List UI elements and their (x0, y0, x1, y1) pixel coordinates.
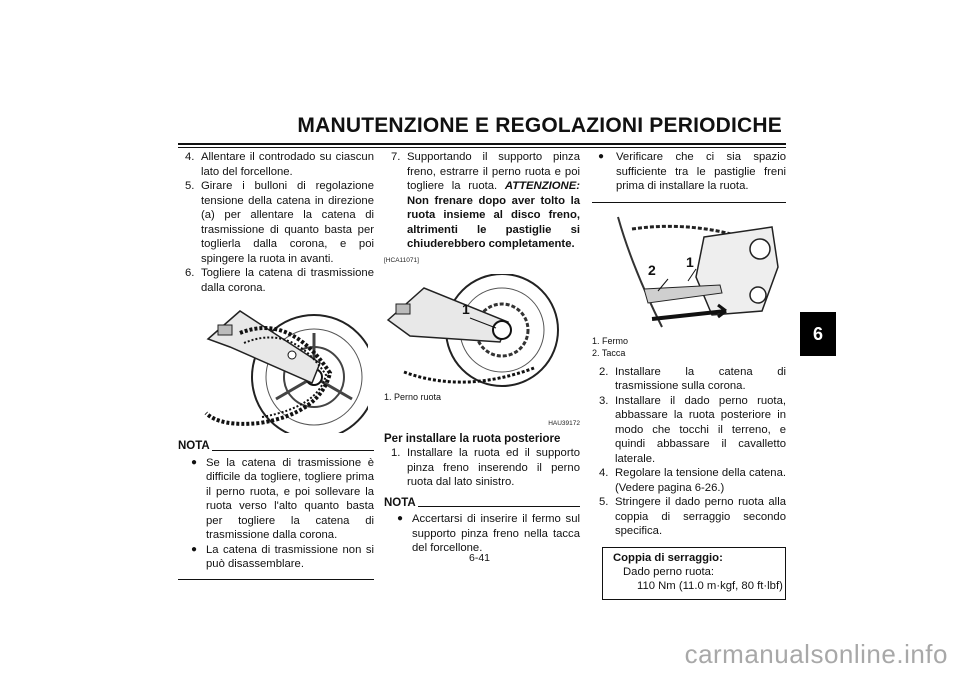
title-rule (178, 143, 786, 148)
install-step-5: 5. Stringere il dado perno ruota alla coppia di serraggio secondo specifica. (599, 496, 786, 537)
step-7: 7. Supportando il supporto pinza freno, estrarre il perno ruota e poi togliere la ruota. ATTENZIONE: Non frenare dopo aver tolto la ruota insieme al disco freno, altrimenti le pastiglie si chiuderebbero completamente. (391, 151, 580, 250)
nota-item: ● Se la catena di trasmissione è difficile da togliere, togliere prima il perno ruota, e poi sollevare la ruota verso l'alto quanto basta per togliere la catena di trasmissione dalla corona. (191, 456, 374, 541)
page-title: MANUTENZIONE E REGOLAZIONI PERIODICHE (297, 114, 782, 137)
nota-heading: NOTA (384, 496, 580, 511)
install-step-2: 2. Installare la catena di trasmissione sulla corona. (599, 365, 786, 392)
section-heading: Per installare la ruota posteriore (384, 432, 561, 445)
callout-number: 1 (686, 253, 694, 270)
install-step-3: 3. Installare il dado perno ruota, abbassare la ruota posteriore in modo che tocchi il terreno, e quindi abbassare il cavalletto laterale. (599, 394, 786, 465)
step-6: 6. Togliere la catena di trasmissione dalla corona. (185, 267, 374, 294)
bullet-end-rule (592, 202, 786, 203)
bullet-item: ● Verificare che ci sia spazio sufficiente tra le pastiglie freni prima di installare la ruota. (598, 151, 786, 192)
caution-code: [HCA11071] (384, 256, 419, 264)
watermark[interactable]: carmanualsonline.info (684, 639, 948, 669)
column-3 (592, 150, 786, 600)
caution-note: ATTENZIONE: Non frenare dopo aver tolto la ruota insieme al disco freno, altrimenti le pastiglie si chiuderebbero completamente. (407, 180, 580, 250)
install-steps (592, 365, 786, 539)
nota-item: ● Accertarsi di inserire il fermo sul supporto pinza freno nella tacca del forcellone. (397, 513, 580, 554)
figure-wheel-axle (384, 274, 580, 388)
figure-caliper-stop (592, 207, 786, 333)
caliper-stop-illustration (592, 207, 786, 333)
callout-number: 2 (648, 261, 656, 278)
column-2 (384, 150, 580, 556)
nota-heading: NOTA (178, 439, 374, 454)
step-5: 5. Girare i bulloni di regolazione tensione della catena in direzione (a) per allentare la catena di trasmissione di quanto basta per toglierla dalla corona, e poi spingere la ruota in avanti. (185, 180, 374, 265)
removal-steps (178, 150, 374, 295)
page-number: 6-41 (469, 552, 491, 564)
figure-chain-removal (200, 303, 368, 433)
section-code: HAU39172 (548, 420, 580, 427)
column-1 (178, 150, 374, 580)
callout-number: 1 (462, 301, 470, 317)
install-step-1: 1. Installare la ruota ed il supporto pinza freno inserendo il perno ruota dal lato sinistro. (391, 447, 580, 488)
figure-caption: 2. Tacca (592, 347, 626, 358)
figure-caption: 1. Fermo (592, 335, 629, 346)
chapter-tab[interactable]: 6 (800, 312, 836, 356)
nota-item: ● La catena di trasmissione non si può disassemblare. (191, 543, 374, 570)
torque-spec-box (602, 547, 786, 600)
torque-heading: Coppia di serraggio: (613, 551, 723, 564)
wheel-axle-illustration (384, 274, 580, 388)
torque-item: Dado perno ruota: (623, 565, 715, 578)
step-4: 4. Allentare il controdado su ciascun lato del forcellone. (185, 151, 374, 178)
figure-caption: 1. Perno ruota (384, 392, 442, 402)
chain-removal-illustration (200, 303, 368, 433)
install-step-4: 4. Regolare la tensione della catena. (Vedere pagina 6-26.) (599, 467, 786, 494)
nota-end-rule (178, 579, 374, 580)
torque-value: 110 Nm (11.0 m·kgf, 80 ft·lbf) (637, 579, 783, 592)
